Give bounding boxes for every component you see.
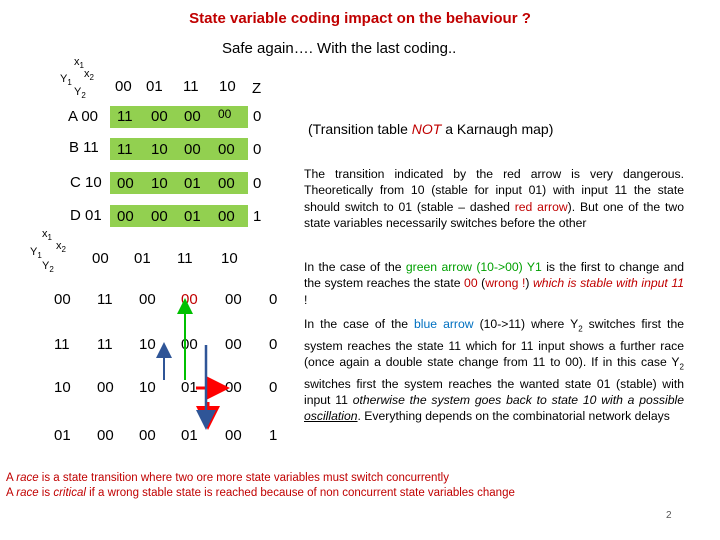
table1-cell: 00 (184, 141, 201, 158)
table2-cell: 00 (181, 336, 198, 353)
table2-z: 0 (269, 379, 278, 396)
table2-col-01: 01 (134, 250, 151, 267)
table1-cell: 10 (151, 141, 168, 158)
table2-cell: 01 (181, 427, 198, 444)
table1-z-header: Z (252, 80, 262, 97)
table1-row-label: B 11 (69, 139, 99, 156)
race-definition: A race is a state transition where two ore more state variables must switch concurrently (6, 472, 449, 484)
table1-col-10: 10 (219, 78, 236, 95)
table2-z: 1 (269, 427, 278, 444)
table1-cell: 11 (117, 108, 133, 125)
table1-z: 1 (253, 208, 262, 225)
table2-cell: 00 (97, 427, 114, 444)
table2-cell: 00 (139, 427, 156, 444)
corner2-y1: $Y_1$ (30, 246, 42, 261)
table1-row-label: A 00 (68, 108, 99, 125)
table1-z: 0 (253, 175, 262, 192)
paragraph-blue-arrow: In the case of the blue arrow (10->11) where $Y_2$ switches first the system reaches the state 11 which for 11 input shows a further race (once again a double state change from 11 to 00). If in this case $Y_2$ switches first the system reaches the wanted state 01 (stable) with input 11 otherwise the system goes back to state 10 with a possible oscillation. Everything depends on the combinatorial network delays (304, 317, 685, 424)
table2-cell: 01 (181, 379, 198, 396)
slide-title: State variable coding impact on the behaviour ? (189, 10, 531, 27)
table1-cell: 00 (218, 107, 232, 121)
transition-table-note: (Transition table NOT a Karnaugh map) (308, 121, 554, 137)
table1-z: 0 (253, 141, 262, 158)
table2-cell: 11 (97, 291, 113, 308)
table1-cell: 00 (151, 208, 168, 225)
table2-cell: 10 (139, 336, 156, 353)
table1-cell: 00 (218, 175, 235, 192)
table1-col-00: 00 (115, 78, 132, 95)
table2-col-00: 00 (92, 250, 109, 267)
critical-race-definition: A race is critical if a wrong stable state is reached because of non concurrent state variables change (6, 487, 515, 499)
paragraph-red-arrow: The transition indicated by the red arrow is very dangerous. Theoretically from 10 (stable for input 01) with input 11 the state should switch to 01 (stable – dashed red arrow). But one of the two state variables necessarily switches before the other (304, 167, 684, 230)
table1-row-label: D 01 (70, 207, 102, 224)
table2-cell: 10 (139, 379, 156, 396)
table1-col-11: 11 (183, 78, 199, 95)
table2-row-label: 11 (54, 336, 70, 353)
table2-col-11: 11 (177, 250, 193, 267)
table1-cell: 00 (218, 141, 235, 158)
table2-cell-wrong: 00 (181, 291, 198, 308)
table1-z: 0 (253, 108, 262, 125)
table1-cell: 01 (184, 175, 201, 192)
table1-cell: 10 (151, 175, 168, 192)
table2-cell: 00 (97, 379, 114, 396)
table2-row-label: 01 (54, 427, 71, 444)
corner-x1: $x_1$ (74, 56, 84, 71)
table1-cell: 00 (218, 208, 235, 225)
corner-y2: $Y_2$ (74, 86, 86, 101)
table1-cell: 11 (117, 141, 133, 158)
table1-cell: 01 (184, 208, 201, 225)
table1-cell: 00 (151, 108, 168, 125)
corner2-x1: $x_1$ (42, 228, 52, 243)
table1-cell: 00 (117, 175, 134, 192)
corner-y1: $Y_1$ (60, 73, 72, 88)
table2-cell: 00 (139, 291, 156, 308)
table2-cell: 11 (97, 336, 113, 353)
paragraph-green-arrow: In the case of the green arrow (10->00) Y1 is the first to change and the system reaches the state 00 (wrong !) which is stable with input 11 ! (304, 260, 685, 307)
table1-col-01: 01 (146, 78, 163, 95)
table2-z: 0 (269, 291, 278, 308)
table2-cell: 00 (225, 336, 242, 353)
table2-cell: 00 (225, 427, 242, 444)
table2-col-10: 10 (221, 250, 238, 267)
corner-x2: $x_2$ (84, 68, 94, 83)
table2-cell: 00 (225, 291, 242, 308)
page-number: 2 (666, 510, 672, 521)
table2-row-label: 10 (54, 379, 71, 396)
table2-cell: 00 (225, 379, 242, 396)
table2-row-label: 00 (54, 291, 71, 308)
slide-subtitle: Safe again…. With the last coding.. (222, 40, 457, 57)
table1-cell: 00 (184, 108, 201, 125)
corner2-x2: $x_2$ (56, 240, 66, 255)
table2-z: 0 (269, 336, 278, 353)
table1-cell: 00 (117, 208, 134, 225)
corner2-y2: $Y_2$ (42, 260, 54, 275)
table1-row-label: C 10 (70, 174, 102, 191)
